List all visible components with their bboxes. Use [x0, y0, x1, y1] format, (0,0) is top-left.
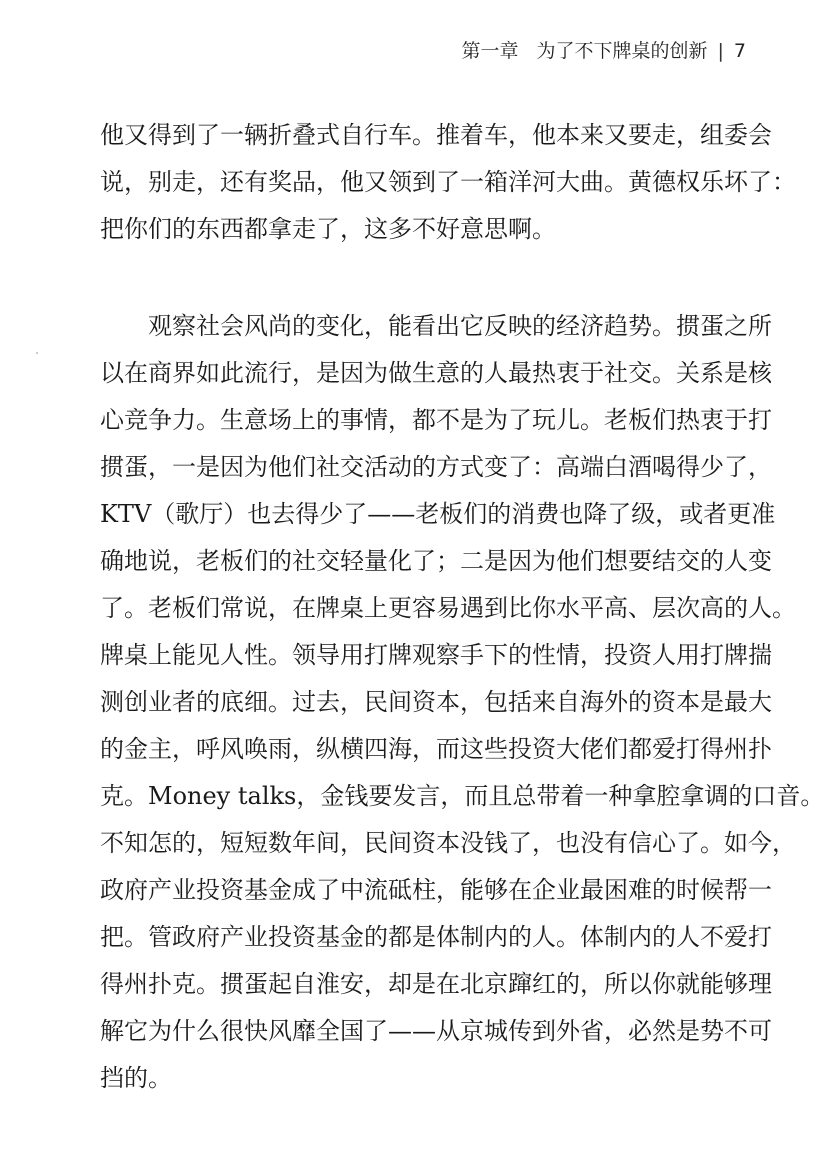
text-line: 的金主，呼风唤雨，纵横四海，而这些投资大佬们都爱打得州扑: [100, 735, 772, 763]
text-line: KTV（歌厅）也去得少了——老板们的消费也降了级，或者更准: [100, 500, 776, 528]
chapter-title: 为了不下牌桌的创新: [536, 40, 708, 62]
text-line: 了。老板们常说，在牌桌上更容易遇到比你水平高、层次高的人。: [100, 594, 796, 622]
text-line: 挡的。: [100, 1064, 172, 1092]
text-line: 克。Money talks，金钱要发言，而且总带着一种拿腔拿调的口音。: [100, 782, 824, 810]
text-line: 把。管政府产业投资基金的都是体制内的人。体制内的人不爱打: [100, 923, 772, 951]
text-line: 政府产业投资基金成了中流砥柱，能够在企业最困难的时候帮一: [100, 876, 772, 904]
chapter-label: 第一章: [461, 40, 519, 62]
text-line: 不知怎的，短短数年间，民间资本没钱了，也没有信心了。如今，: [100, 829, 796, 857]
running-head: [461, 36, 746, 63]
text-line: 掼蛋，一是因为他们社交活动的方式变了：高端白酒喝得少了，: [100, 453, 772, 481]
text-line: 他又得到了一辆折叠式自行车。推着车，他本来又要走，组委会: [100, 121, 772, 149]
text-line: 心竞争力。生意场上的事情，都不是为了玩儿。老板们热衷于打: [100, 406, 772, 434]
text-line: 得州扑克。掼蛋起自淮安，却是在北京蹿红的，所以你就能够理: [100, 970, 772, 998]
header-separator: |: [717, 40, 724, 62]
text-line: 以在商界如此流行，是因为做生意的人最热衷于社交。关系是核: [100, 359, 772, 387]
scan-speck: [36, 352, 38, 354]
text-line: 解它为什么很快风靡全国了——从京城传到外省，必然是势不可: [100, 1017, 772, 1045]
text-line: 把你们的东西都拿走了，这多不好意思啊。: [100, 215, 556, 243]
text-line: 牌桌上能见人性。领导用打牌观察手下的性情，投资人用打牌揣: [100, 641, 772, 669]
text-line: 观察社会风尚的变化，能看出它反映的经济趋势。掼蛋之所: [148, 312, 772, 340]
page-number: 7: [733, 40, 746, 62]
text-line: 确地说，老板们的社交轻量化了；二是因为他们想要结交的人变: [100, 547, 772, 575]
text-line: 说，别走，还有奖品，他又领到了一箱洋河大曲。黄德权乐坏了：: [100, 168, 796, 196]
text-line: 测创业者的底细。过去，民间资本，包括来自海外的资本是最大: [100, 688, 772, 716]
